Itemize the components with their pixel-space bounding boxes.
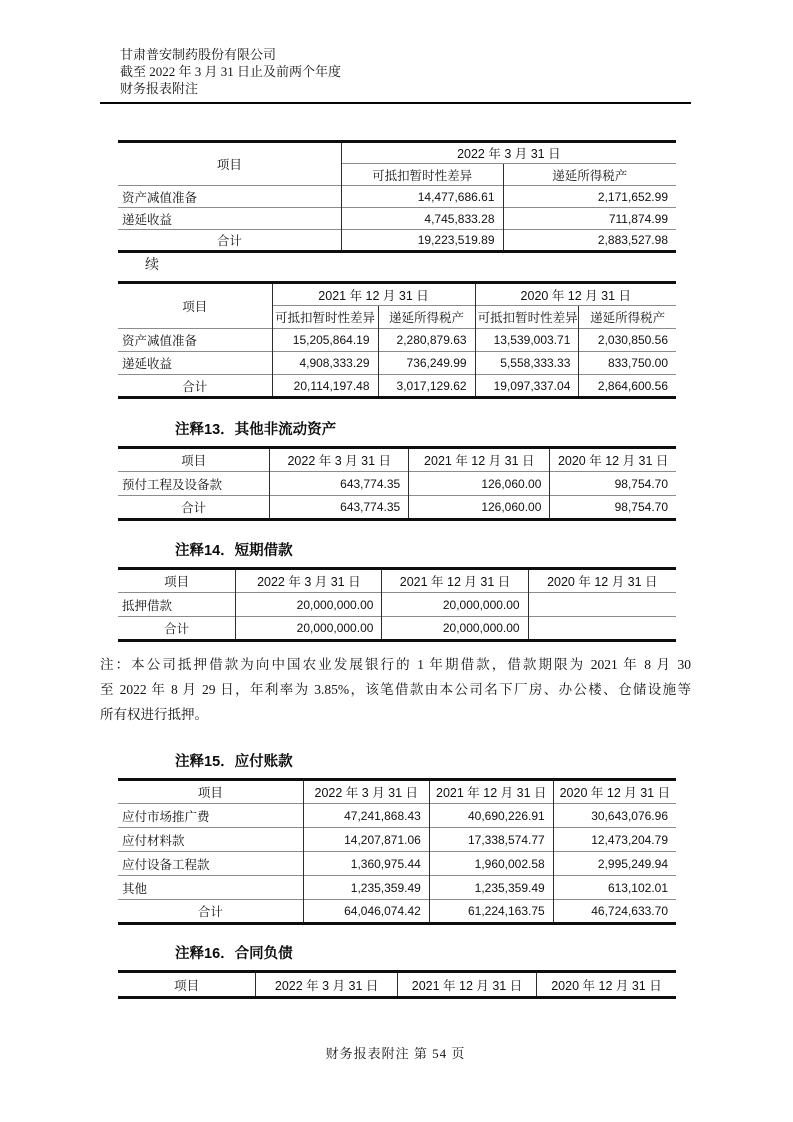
cell-value: 61,224,163.75 — [429, 900, 553, 924]
cell-value: 20,114,197.48 — [272, 375, 378, 398]
cell-value: 5,558,333.33 — [475, 352, 579, 375]
table-header-row — [118, 448, 676, 472]
loan-note-paragraph — [100, 652, 691, 727]
cell-value-empty — [528, 593, 676, 617]
table-row — [118, 828, 676, 852]
table-row — [118, 876, 676, 900]
cell-item: 应付市场推广费 — [118, 804, 303, 828]
cell-value: 40,690,226.91 — [429, 804, 553, 828]
cell-value: 126,060.00 — [409, 472, 550, 496]
note-line: 至 2022 年 8 月 29 日，年利率为 3.85%，该笔借款由本公司名下厂房、办公楼、仓储设施等 — [100, 682, 691, 697]
other-noncurrent-assets-table — [118, 446, 676, 521]
cell-total-label: 合计 — [118, 496, 270, 520]
note15-heading: 注释15．应付账款 — [175, 754, 293, 770]
header-cell-date: 2020 年 12 月 31 日 — [550, 448, 676, 472]
table-header-row — [118, 569, 676, 593]
table-header-row — [118, 780, 676, 804]
cell-value: 14,477,686.61 — [341, 186, 503, 208]
table-row — [118, 329, 676, 352]
header-cell-date: 2022 年 3 月 31 日 — [236, 569, 382, 593]
cell-value: 1,960,002.58 — [429, 852, 553, 876]
header-cell-item: 项目 — [216, 158, 242, 172]
note14-heading: 注释14．短期借款 — [175, 543, 293, 559]
header-cell-date: 2021 年 12 月 31 日 — [398, 972, 537, 998]
header-cell-deferred-tax: 递延所得税产 — [378, 306, 475, 329]
cell-value: 47,241,868.43 — [303, 804, 429, 828]
table-row — [118, 593, 676, 617]
cell-value: 19,223,519.89 — [341, 230, 503, 252]
header-cell-date: 2022 年 3 月 31 日 — [256, 972, 398, 998]
cell-value: 1,360,975.44 — [303, 852, 429, 876]
document-title: 财务报表附注 — [120, 81, 199, 96]
deferred-tax-table-current — [118, 140, 676, 253]
cell-total-label: 合计 — [118, 617, 236, 641]
header-cell-item: 项目 — [182, 300, 208, 314]
cell-value-empty — [528, 617, 676, 641]
cell-value: 20,000,000.00 — [236, 593, 382, 617]
total-row — [118, 496, 676, 520]
header-cell-deferred-tax: 递延所得税产 — [503, 164, 676, 186]
header-cell-date-2021: 2021 年 12 月 31 日 — [272, 283, 475, 306]
cell-item: 资产减值准备 — [118, 329, 272, 352]
cell-value: 20,000,000.00 — [382, 617, 528, 641]
header-cell-date-2020: 2020 年 12 月 31 日 — [475, 283, 676, 306]
header-cell-date: 2020 年 12 月 31 日 — [528, 569, 676, 593]
cell-item: 资产减值准备 — [118, 186, 341, 208]
header-cell-date: 2020 年 12 月 31 日 — [553, 780, 676, 804]
note-line: 所有权进行抵押。 — [100, 707, 208, 722]
header-cell-item: 项目 — [181, 454, 207, 468]
total-row — [118, 375, 676, 398]
cell-item: 应付设备工程款 — [118, 852, 303, 876]
header-cell-date: 2021 年 12 月 31 日 — [382, 569, 528, 593]
cell-value: 643,774.35 — [270, 496, 409, 520]
cell-value: 2,864,600.56 — [579, 375, 676, 398]
cell-total-label: 合计 — [118, 375, 272, 398]
header-cell-date: 2022 年 3 月 31 日 — [270, 448, 409, 472]
table-header-row — [118, 972, 676, 998]
table-header-row — [118, 283, 676, 306]
accounts-payable-table — [118, 778, 676, 925]
table-row — [118, 208, 676, 230]
table-row — [118, 472, 676, 496]
cell-value: 12,473,204.79 — [553, 828, 676, 852]
note-line: 注：本公司抵押借款为向中国农业发展银行的 1 年期借款，借款期限为 2021 年 8 月 30 — [100, 657, 691, 672]
cell-value: 64,046,074.42 — [303, 900, 429, 924]
company-name: 甘肃普安制药股份有限公司 — [120, 47, 277, 62]
header-cell-deferred-tax: 递延所得税产 — [579, 306, 676, 329]
short-term-loans-table — [118, 567, 676, 642]
cell-item: 递延收益 — [118, 352, 272, 375]
continued-label: 续 — [145, 258, 159, 273]
document-header — [100, 46, 691, 97]
cell-value: 2,030,850.56 — [579, 329, 676, 352]
cell-value: 20,000,000.00 — [382, 593, 528, 617]
cell-value: 2,995,249.94 — [553, 852, 676, 876]
contract-liabilities-table — [118, 970, 676, 999]
cell-total-label: 合计 — [118, 900, 303, 924]
cell-value: 643,774.35 — [270, 472, 409, 496]
cell-value: 13,539,003.71 — [475, 329, 579, 352]
cell-value: 46,724,633.70 — [553, 900, 676, 924]
total-row — [118, 617, 676, 641]
cell-item: 其他 — [118, 876, 303, 900]
cell-value: 736,249.99 — [378, 352, 475, 375]
header-cell-deductible-diff: 可抵扣暂时性差异 — [475, 306, 579, 329]
header-divider — [100, 102, 691, 104]
note16-heading: 注释16．合同负债 — [175, 946, 293, 962]
note13-heading: 注释13．其他非流动资产 — [175, 422, 337, 438]
cell-value: 1,235,359.49 — [303, 876, 429, 900]
report-period: 截至 2022 年 3 月 31 日止及前两个年度 — [120, 64, 342, 79]
header-cell-deductible-diff: 可抵扣暂时性差异 — [272, 306, 378, 329]
cell-item: 抵押借款 — [118, 593, 236, 617]
header-cell-date: 2020 年 12 月 31 日 — [536, 972, 676, 998]
cell-value: 30,643,076.96 — [553, 804, 676, 828]
deferred-tax-table-prior — [118, 281, 676, 399]
cell-value: 2,883,527.98 — [503, 230, 676, 252]
cell-value: 4,745,833.28 — [341, 208, 503, 230]
cell-value: 15,205,864.19 — [272, 329, 378, 352]
cell-value: 1,235,359.49 — [429, 876, 553, 900]
header-cell-item: 项目 — [174, 978, 200, 993]
table-header-row — [118, 142, 676, 164]
cell-value: 20,000,000.00 — [236, 617, 382, 641]
cell-value: 17,338,574.77 — [429, 828, 553, 852]
cell-value: 19,097,337.04 — [475, 375, 579, 398]
cell-value: 126,060.00 — [409, 496, 550, 520]
cell-value: 98,754.70 — [550, 472, 676, 496]
cell-total-label: 合计 — [118, 230, 341, 252]
page-footer: 财务报表附注 第 54 页 — [325, 1046, 466, 1061]
cell-value: 14,207,871.06 — [303, 828, 429, 852]
total-row — [118, 900, 676, 924]
cell-value: 2,171,652.99 — [503, 186, 676, 208]
cell-value: 711,874.99 — [503, 208, 676, 230]
cell-value: 833,750.00 — [579, 352, 676, 375]
cell-item: 递延收益 — [118, 208, 341, 230]
cell-item: 预付工程及设备款 — [118, 472, 270, 496]
cell-value: 3,017,129.62 — [378, 375, 475, 398]
header-cell-item: 项目 — [197, 786, 223, 800]
cell-value: 613,102.01 — [553, 876, 676, 900]
cell-value: 98,754.70 — [550, 496, 676, 520]
cell-item: 应付材料款 — [118, 828, 303, 852]
header-cell-item: 项目 — [164, 575, 190, 589]
table-row — [118, 852, 676, 876]
cell-value: 2,280,879.63 — [378, 329, 475, 352]
header-cell-date: 2022 年 3 月 31 日 — [303, 780, 429, 804]
table-row — [118, 804, 676, 828]
table-row — [118, 352, 676, 375]
header-cell-date: 2021 年 12 月 31 日 — [409, 448, 550, 472]
header-cell-date: 2021 年 12 月 31 日 — [429, 780, 553, 804]
header-cell-date: 2022 年 3 月 31 日 — [341, 142, 676, 164]
total-row — [118, 230, 676, 252]
cell-value: 4,908,333.29 — [272, 352, 378, 375]
header-cell-deductible-diff: 可抵扣暂时性差异 — [341, 164, 503, 186]
table-row — [118, 186, 676, 208]
